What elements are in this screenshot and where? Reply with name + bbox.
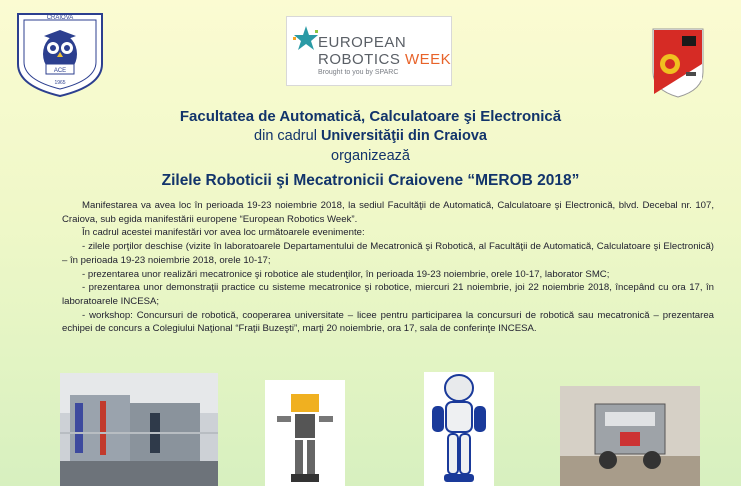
faculty-heading: Facultatea de Automatică, Calculatoare şi Electronică — [179, 108, 562, 125]
erw-subtitle: Brought to you by SPARC — [318, 69, 399, 76]
logo-top-text: CRAIOVA — [46, 15, 74, 21]
mechatronic-lab-equipment-photo — [60, 373, 218, 486]
event-item: - zilele porţilor deschise (vizite în laboratoarele Departamentului de Mecatronică şi Robotică, al Facultăţii de Automatică, Calculatoare şi Electronică) – în perioada 19-23 noiembrie 2018, orele 10-17; — [62, 241, 714, 266]
event-title: Zilele Roboticii şi Mecatronicii Craiovene “MEROB 2018” — [161, 172, 580, 189]
event-item: - workshop: Concursuri de robotică, cooperarea universitate – licee pentru participarea la concursuri de robotică sau mecatronică – prezentarea echipei de concurs a Colegiului Naţional “Fraţii Buzeşti”, marţi 20 noiembrie, ora 17, sala de conferinţe INCESA. — [62, 309, 714, 335]
logo-badge-text: ACE — [53, 68, 67, 74]
university-owl-logo — [14, 12, 106, 98]
european-robotics-week-logo — [286, 16, 452, 86]
wheeled-robot-photo — [560, 386, 700, 486]
star-logo-icon — [293, 25, 319, 55]
events-intro: În cadrul acestei manifestări vor avea loc următoarele evenimente: — [82, 227, 365, 239]
event-item: - prezentarea unor demonstraţii practice cu sisteme mecatronice şi robotice, miercuri 21 noiembrie, joi 22 noiembrie 2018, începând cu ora 17, în laboratoarele INCESA; — [62, 282, 714, 307]
logo-year-text: 1965 — [54, 80, 66, 86]
university-line: din cadrul Universităţii din Craiova — [254, 128, 487, 144]
faculty-coat-of-arms-logo — [652, 28, 704, 98]
intro-paragraph: Manifestarea va avea loc în perioada 19-23 noiembrie 2018, la sediul Facultăţii de Automatică, Calculatoare şi Electronică, blvd. Decebal nr. 107, Craiova, sub egida manifestării europene “European Robotics Week”. — [62, 200, 714, 225]
erw-line-2: ROBOTICS WEEK — [318, 51, 452, 68]
erw-line-1: EUROPEAN — [318, 34, 407, 51]
organizes-line: organizează — [331, 148, 410, 164]
event-item: - prezentarea unor realizări mecatronice şi robotice ale studenţilor, în perioada 19-23 noiembrie, orele 10-17, laborator SMC; — [82, 268, 610, 280]
nao-humanoid-robot-photo — [424, 372, 494, 486]
announcement-body — [62, 199, 714, 336]
humanoid-robot-kit-photo — [265, 380, 345, 486]
